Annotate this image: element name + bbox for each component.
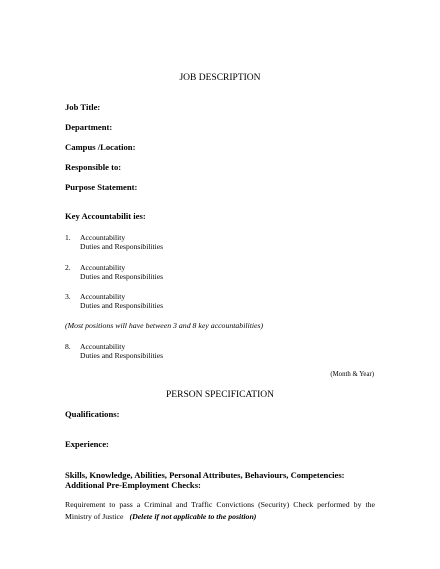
accountability-title: Accountability — [80, 233, 126, 242]
accountability-title: Accountability — [80, 292, 126, 301]
accountability-number: 8. — [65, 342, 71, 351]
responsible-to-label: Responsible to: — [65, 162, 122, 172]
job-title-label: Job Title: — [65, 102, 101, 112]
accountability-description: Duties and Responsibilities — [80, 301, 164, 310]
accountability-number: 2. — [65, 263, 71, 272]
requirement-note: (Delete if not applicable to the position) — [129, 511, 257, 521]
campus-location-label: Campus /Location: — [65, 142, 136, 152]
requirement-paragraph — [65, 499, 375, 522]
requirement-text: Requirement to pass a Criminal and Traffic Convictions (Security) Check performed by the Ministry of Justice — [65, 500, 375, 521]
accountability-number: 3. — [65, 292, 71, 301]
job-description-heading: JOB DESCRIPTION — [179, 73, 261, 83]
accountability-description: Duties and Responsibilities — [80, 242, 164, 251]
accountability-number: 1. — [65, 233, 71, 242]
purpose-statement-label: Purpose Statement: — [65, 182, 138, 192]
accountability-description: Duties and Responsibilities — [80, 272, 164, 281]
month-year-label: (Month & Year) — [330, 371, 374, 378]
additional-checks-label: Additional Pre-Employment Checks: — [65, 480, 201, 490]
key-accountabilities-heading: Key Accountabilit ies: — [65, 211, 146, 221]
accountability-title: Accountability — [80, 263, 126, 272]
skills-label: Skills, Knowledge, Abilities, Personal Attributes, Behaviours, Competencies: — [65, 470, 345, 480]
accountability-title: Accountability — [80, 342, 126, 351]
qualifications-label: Qualifications: — [65, 409, 120, 419]
accountability-description: Duties and Responsibilities — [80, 351, 164, 360]
experience-label: Experience: — [65, 439, 109, 449]
department-label: Department: — [65, 122, 113, 132]
person-specification-heading: PERSON SPECIFICATION — [166, 390, 274, 400]
accountabilities-note: (Most positions will have between 3 and 8 key accountabilities) — [65, 321, 264, 330]
